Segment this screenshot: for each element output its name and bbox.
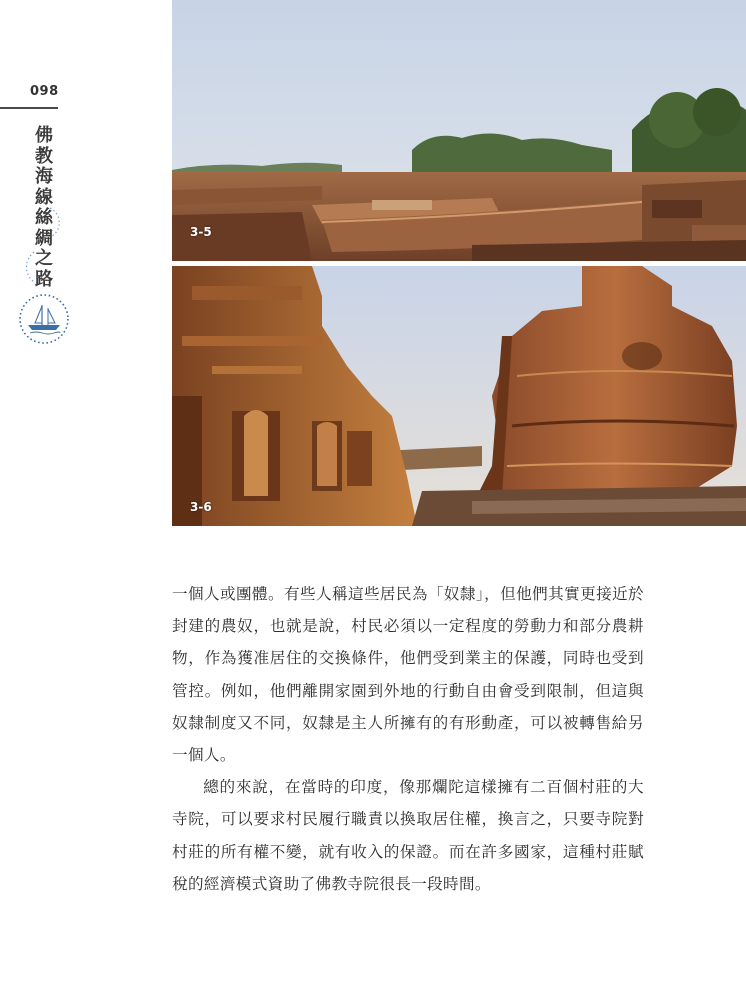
ship-emblem-icon [18,293,70,345]
figure-3-6 [172,266,746,526]
figure-label: 3-5 [190,225,212,239]
body-paragraph: 總的來說，在當時的印度，像那爛陀這樣擁有二百個村莊的大寺院，可以要求村民履行職責以換取居住權，換言之，只要寺院對村莊的所有權不變，就有收入的保證。而在許多國家，這種村莊賦稅的經濟模式資助了佛教寺院很長一段時間。 [172,778,644,893]
page-number: 098 [30,84,59,99]
photo-ruins-panorama [172,0,746,261]
figure-3-5 [172,0,746,261]
photo-stupa-closeup [172,266,746,526]
body-paragraph: 一個人或團體。有些人稱這些居民為「奴隸」，但他們其實更接近於封建的農奴，也就是說，村民必須以一定程度的勞動力和部分農耕物，作為獲准居住的交換條件，他們受到業主的保護，同時也受到管控。例如，他們離開家園到外地的行動自由會受到限制，但這與奴隸制度又不同，奴隸是主人所擁有的有形動產，可以被轉售給另一個人。 [172,585,644,765]
header-rule [0,107,58,109]
figure-label: 3-6 [190,500,212,514]
body-text [172,578,644,900]
book-title: 佛教海線絲綢之路 [35,125,53,290]
